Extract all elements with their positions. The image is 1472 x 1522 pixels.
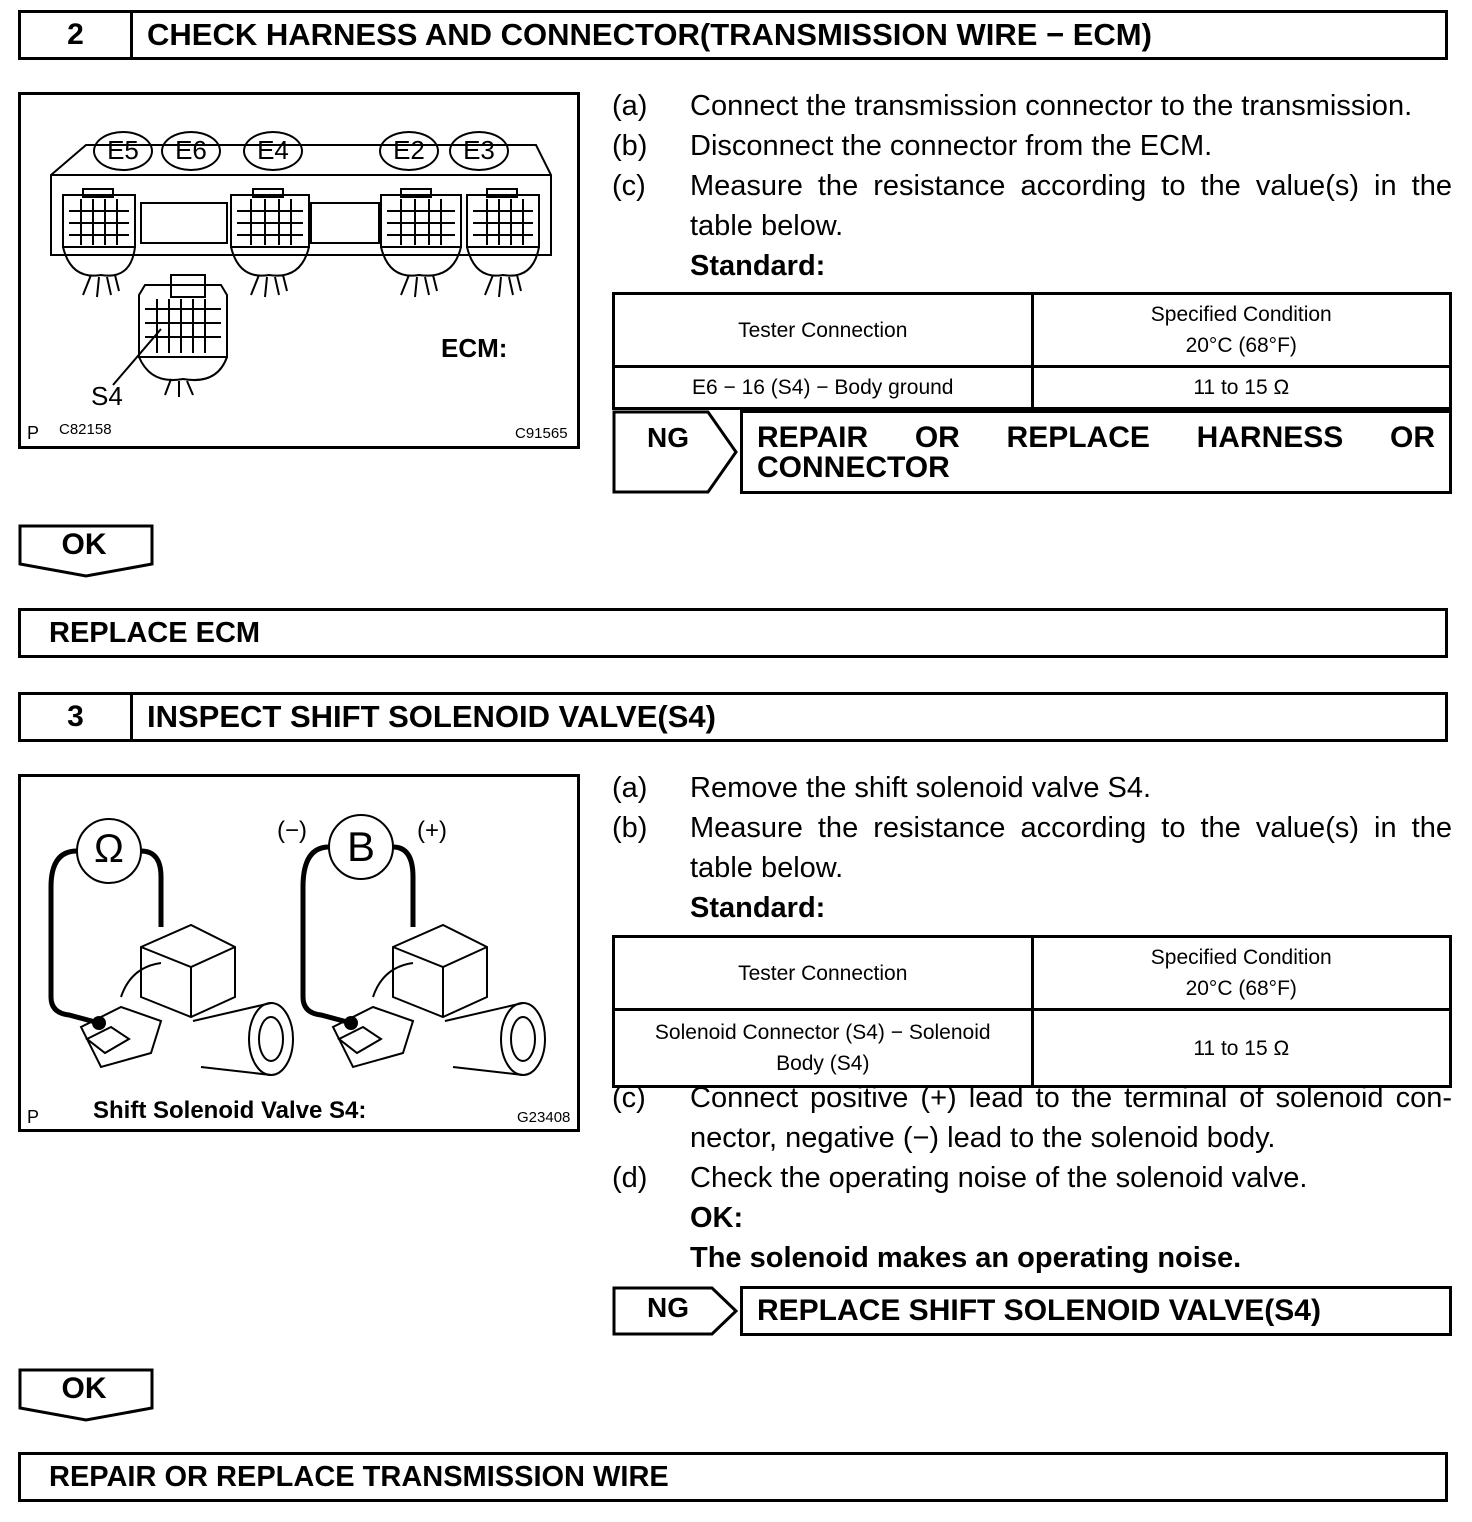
corner-p: P bbox=[27, 1107, 40, 1127]
instruction-item bbox=[612, 1158, 1452, 1198]
ecm-connector-figure bbox=[18, 92, 580, 449]
ng-action-box: REPLACE SHIFT SOLENOID VALVE(S4) bbox=[740, 1286, 1452, 1336]
ng-arrow bbox=[612, 1286, 740, 1336]
standard-label-text: Standard: bbox=[690, 250, 826, 282]
instruction-text: Disconnect the connector from the ECM. bbox=[690, 130, 1213, 162]
step-3-instructions-continued bbox=[612, 1078, 1452, 1278]
connector-label-e2: E2 bbox=[379, 131, 439, 171]
step-number: 2 bbox=[21, 13, 133, 57]
temperature-label: 20°C (68°F) bbox=[1185, 334, 1297, 357]
standard-label bbox=[612, 246, 1452, 286]
ohmmeter-icon: Ω bbox=[94, 827, 124, 871]
positive-terminal-label: (+) bbox=[417, 817, 447, 844]
ok-criteria bbox=[612, 1238, 1452, 1278]
instruction-label: (a) bbox=[612, 772, 648, 804]
connector-label-e4: E4 bbox=[243, 131, 303, 171]
connector-label-e3: E3 bbox=[449, 131, 509, 171]
table-cell: Solenoid Connector (S4) − Solenoid Body (S4) bbox=[614, 1010, 1033, 1087]
ok-label: OK bbox=[61, 1372, 107, 1405]
corner-p: P bbox=[27, 423, 40, 443]
table-cell: E6 − 16 (S4) − Body ground bbox=[614, 367, 1033, 409]
figure-caption: Shift Solenoid Valve S4: bbox=[93, 1097, 367, 1124]
temperature-label: 20°C (68°F) bbox=[1185, 977, 1297, 1000]
table-header-row bbox=[614, 937, 1451, 1010]
step-2-header bbox=[18, 10, 1448, 60]
instruction-label: (b) bbox=[612, 812, 648, 844]
instruction-text: Check the operating noise of the solenoid valve. bbox=[690, 1162, 1308, 1194]
instruction-label: (b) bbox=[612, 130, 648, 162]
instruction-item bbox=[612, 768, 1452, 808]
ok-arrow bbox=[18, 1368, 156, 1420]
instruction-item bbox=[612, 166, 1452, 246]
s4-label: S4 bbox=[91, 381, 123, 411]
ok-label: OK bbox=[61, 528, 107, 561]
result-box: REPAIR OR REPLACE TRANSMISSION WIRE bbox=[18, 1452, 1448, 1502]
connector-label-e5: E5 bbox=[93, 131, 153, 171]
ok-arrow bbox=[18, 524, 156, 576]
table-cell: 11 to 15 Ω bbox=[1032, 367, 1451, 409]
table-header-cell bbox=[1032, 294, 1451, 367]
specified-condition-label: Specified Condition bbox=[1150, 946, 1332, 969]
ok-criteria-label-text: OK: bbox=[690, 1202, 744, 1234]
instruction-label: (d) bbox=[612, 1162, 648, 1194]
figure-code-right: C91565 bbox=[515, 425, 568, 442]
instruction-item bbox=[612, 86, 1452, 126]
instruction-text: Measure the resistance according to the value(s) in the table below. bbox=[690, 170, 1452, 242]
step-3-instructions bbox=[612, 768, 1452, 928]
step-title: INSPECT SHIFT SOLENOID VALVE(S4) bbox=[147, 699, 716, 734]
negative-terminal-label: (−) bbox=[277, 817, 307, 844]
instruction-item bbox=[612, 808, 1452, 888]
step-2-instructions bbox=[612, 86, 1452, 286]
battery-icon: B bbox=[346, 823, 375, 870]
instruction-label: (a) bbox=[612, 90, 648, 122]
ng-action-box: REPAIR OR REPLACE HARNESS OR CONNECTOR bbox=[740, 410, 1452, 494]
table-header-row bbox=[614, 294, 1451, 367]
instruction-text: Remove the shift solenoid valve S4. bbox=[690, 772, 1152, 804]
table-row bbox=[614, 1010, 1451, 1087]
specified-condition-label: Specified Condition bbox=[1150, 303, 1332, 326]
table-header-cell bbox=[1032, 937, 1451, 1010]
table-header-cell: Tester Connection bbox=[614, 937, 1033, 1010]
connector-label-e6: E6 bbox=[161, 131, 221, 171]
instruction-text: Connect positive (+) lead to the terminal of solenoid con-nector, negative (−) lead to the solenoid body. bbox=[690, 1082, 1452, 1154]
ok-criteria-label bbox=[612, 1198, 1452, 1238]
figure-code-left: C82158 bbox=[59, 421, 112, 438]
table-row bbox=[614, 367, 1451, 409]
figure-code: G23408 bbox=[517, 1109, 571, 1126]
standard-label bbox=[612, 888, 1452, 928]
table-cell: 11 to 15 Ω bbox=[1032, 1010, 1451, 1087]
instruction-text: Measure the resistance according to the value(s) in the table below. bbox=[690, 812, 1452, 884]
result-box: REPLACE ECM bbox=[18, 608, 1448, 658]
step-3-spec-table bbox=[612, 935, 1452, 1088]
solenoid-figure bbox=[18, 774, 580, 1132]
instruction-item bbox=[612, 126, 1452, 166]
step-3-header bbox=[18, 692, 1448, 742]
ng-label: NG bbox=[647, 422, 689, 453]
step-title: CHECK HARNESS AND CONNECTOR(TRANSMISSION WIRE − ECM) bbox=[147, 17, 1152, 52]
ecm-label: ECM: bbox=[441, 333, 508, 363]
instruction-label: (c) bbox=[612, 1082, 646, 1114]
step-number: 3 bbox=[21, 695, 133, 739]
table-header-cell: Tester Connection bbox=[614, 294, 1033, 367]
ng-label: NG bbox=[647, 1292, 689, 1323]
step-2-spec-table bbox=[612, 292, 1452, 410]
instruction-text: Connect the transmission connector to the transmission. bbox=[690, 90, 1413, 122]
instruction-item bbox=[612, 1078, 1452, 1158]
ng-arrow bbox=[612, 410, 740, 494]
standard-label-text: Standard: bbox=[690, 892, 826, 924]
ok-criteria-text: The solenoid makes an operating noise. bbox=[690, 1242, 1242, 1274]
instruction-label: (c) bbox=[612, 170, 646, 202]
